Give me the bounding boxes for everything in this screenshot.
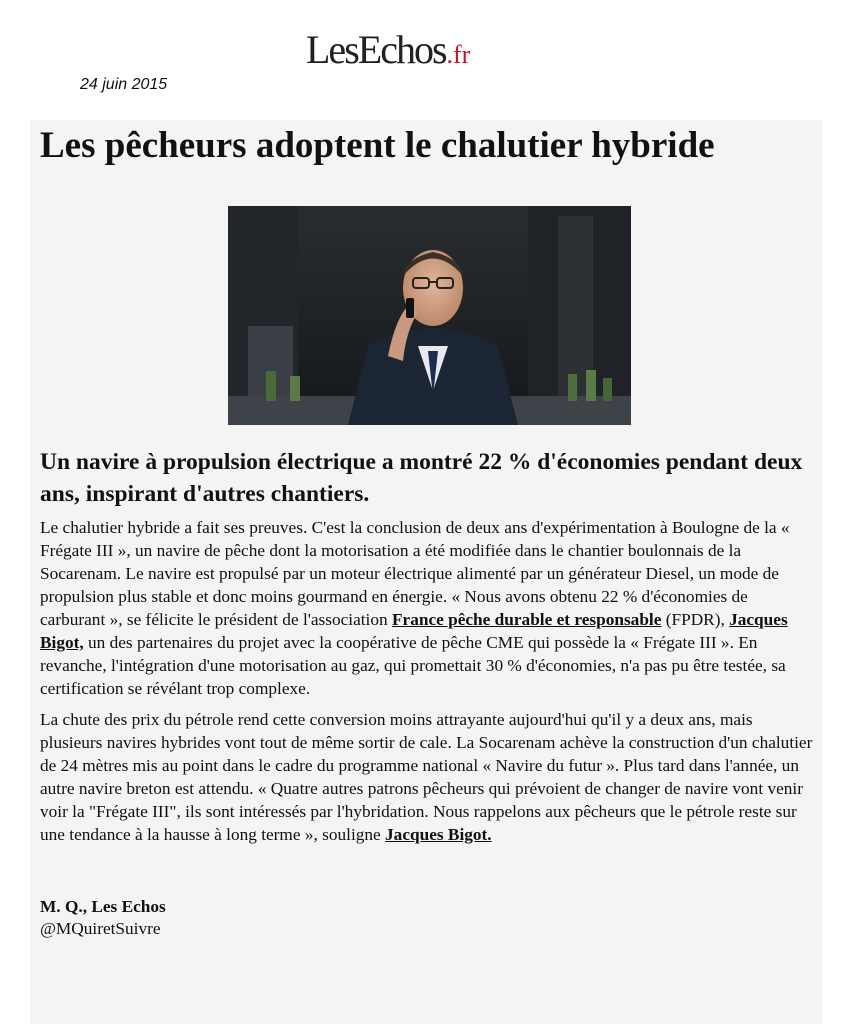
paragraph-1 <box>40 516 816 700</box>
paragraph-1-text-a: Le chalutier hybride a fait ses preuves. C'est la conclusion de deux ans d'expérimentation à Boulogne de la « Frégate III », un navire de pêche dont la motorisation a été modifiée dans le chantier boulonnais de la Socarenam. Le navire est propulsé par un moteur électrique alimenté par un générateur Diesel, un mode de propulsion plus stable et donc moins gourmand en énergie. « Nous avons obtenu 22 % d'économies de carburant », se félicite le président de l'association <box>40 518 790 629</box>
article-subtitle: Un navire à propulsion électrique a montré 22 % d'économies pendant deux ans, inspirant d'autres chantiers. <box>40 449 803 507</box>
logo-text: LesEchos <box>306 27 446 72</box>
article-signature <box>40 896 166 940</box>
author-twitter[interactable]: @MQuiretSuivre <box>40 919 161 938</box>
paragraph-2-text: La chute des prix du pétrole rend cette conversion moins attrayante aujourd'hui qu'il y a deux ans, mais plusieurs navires hybrides vont tout de même sortir de cale. La Socarenam achève la construction d'un chalutier de 24 mètres mis au point dans le cadre du programme national « Navire du futur ». Plus tard dans l'année, un autre navire breton est attendu. « Quatre autres patrons pêcheurs qui prévoient de changer de navire vont venir voir la "Frégate III", ils sont intéressés par l'hybridation. Nous rappelons aux pêcheurs que le pétrole reste sur une tendance à la hausse à long terme », souligne <box>40 710 813 844</box>
article-body <box>40 516 816 854</box>
article-photo <box>228 206 631 425</box>
link-jacques-bigot-1[interactable]: Jacques Bigot, <box>40 610 788 652</box>
link-jacques-bigot-2[interactable]: Jacques Bigot. <box>385 825 492 844</box>
paragraph-1-text-b: (FPDR), <box>661 610 730 629</box>
logo-suffix: .fr <box>446 40 471 69</box>
article-date: 24 juin 2015 <box>80 76 168 93</box>
paragraph-2 <box>40 708 816 846</box>
link-fpdr[interactable]: France pêche durable et responsable <box>391 610 662 629</box>
article-title: Les pêcheurs adoptent le chalutier hybride <box>40 125 715 166</box>
author-name: M. Q., Les Echos <box>40 897 166 916</box>
site-logo[interactable] <box>306 26 470 73</box>
paragraph-1-text-c: un des partenaires du projet avec la coopérative de pêche CME qui possède la « Frégate III ». En revanche, l'intégration d'une motorisation au gaz, qui promettait 30 % d'économies, n'a pas pu être testée, sa certification se révélant trop complexe. <box>40 633 786 698</box>
